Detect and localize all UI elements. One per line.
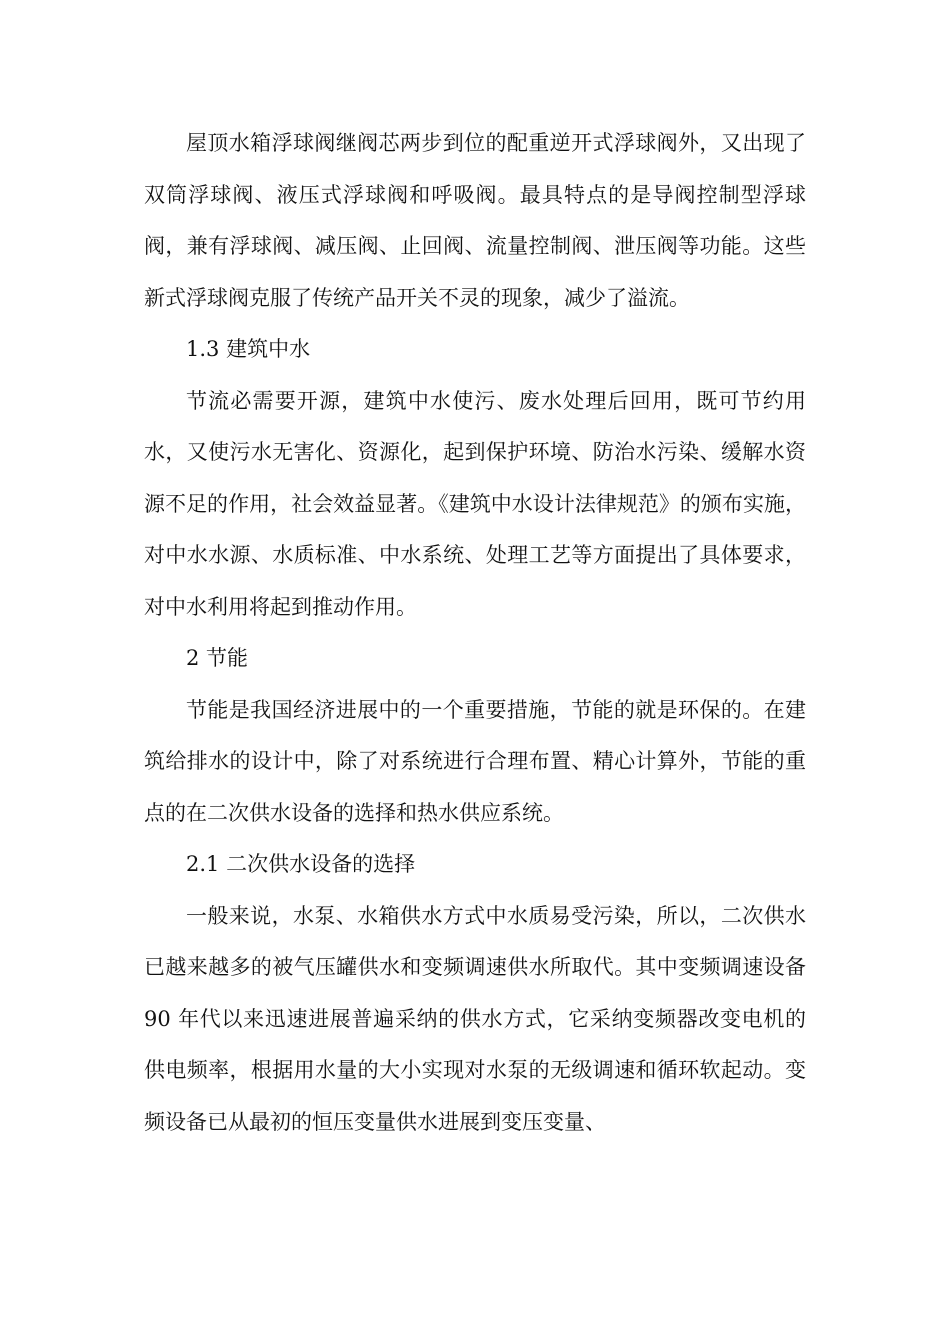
paragraph-secondary-supply: 一般来说，水泵、水箱供水方式中水质易受污染，所以，二次供水已越来越多的被气压罐供水和变频调速供水所取代。其中变频调速设备 90 年代以来迅速进展普遍采纳的供水方式，它采纳变频器改变电机的供电频率，根据用水量的大小实现对水泵的无级调速和循环软起动。变频设备已从最初的恒压变量供水进展到变压变量、 (144, 903, 806, 1134)
document-body (144, 118, 806, 1148)
paragraph-reclaimed-water: 节流必需要开源，建筑中水使污、废水处理后回用，既可节约用水，又使污水无害化、资源化，起到保护环境、防治水污染、缓解水资源不足的作用，社会效益显著。《建筑中水设计法律规范》的颁布实施，对中水水源、水质标准、中水系统、处理工艺等方面提出了具体要求，对中水利用将起到推动作用。 (144, 388, 806, 619)
section-heading-1-3: 1.3 建筑中水 (186, 337, 311, 361)
paragraph-energy-saving: 节能是我国经济进展中的一个重要措施，节能的就是环保的。在建筑给排水的设计中，除了对系统进行合理布置、精心计算外，节能的重点的在二次供水设备的选择和热水供应系统。 (144, 697, 806, 825)
section-heading-2-1: 2.1 二次供水设备的选择 (186, 852, 416, 876)
paragraph-float-valves: 屋顶水箱浮球阀继阀芯两步到位的配重逆开式浮球阀外，又出现了双筒浮球阀、液压式浮球阀和呼吸阀。最具特点的是导阀控制型浮球阀，兼有浮球阀、减压阀、止回阀、流量控制阀、泄压阀等功能。这些新式浮球阀克服了传统产品开关不灵的现象，减少了溢流。 (144, 131, 806, 310)
section-heading-2: 2 节能 (186, 646, 249, 670)
